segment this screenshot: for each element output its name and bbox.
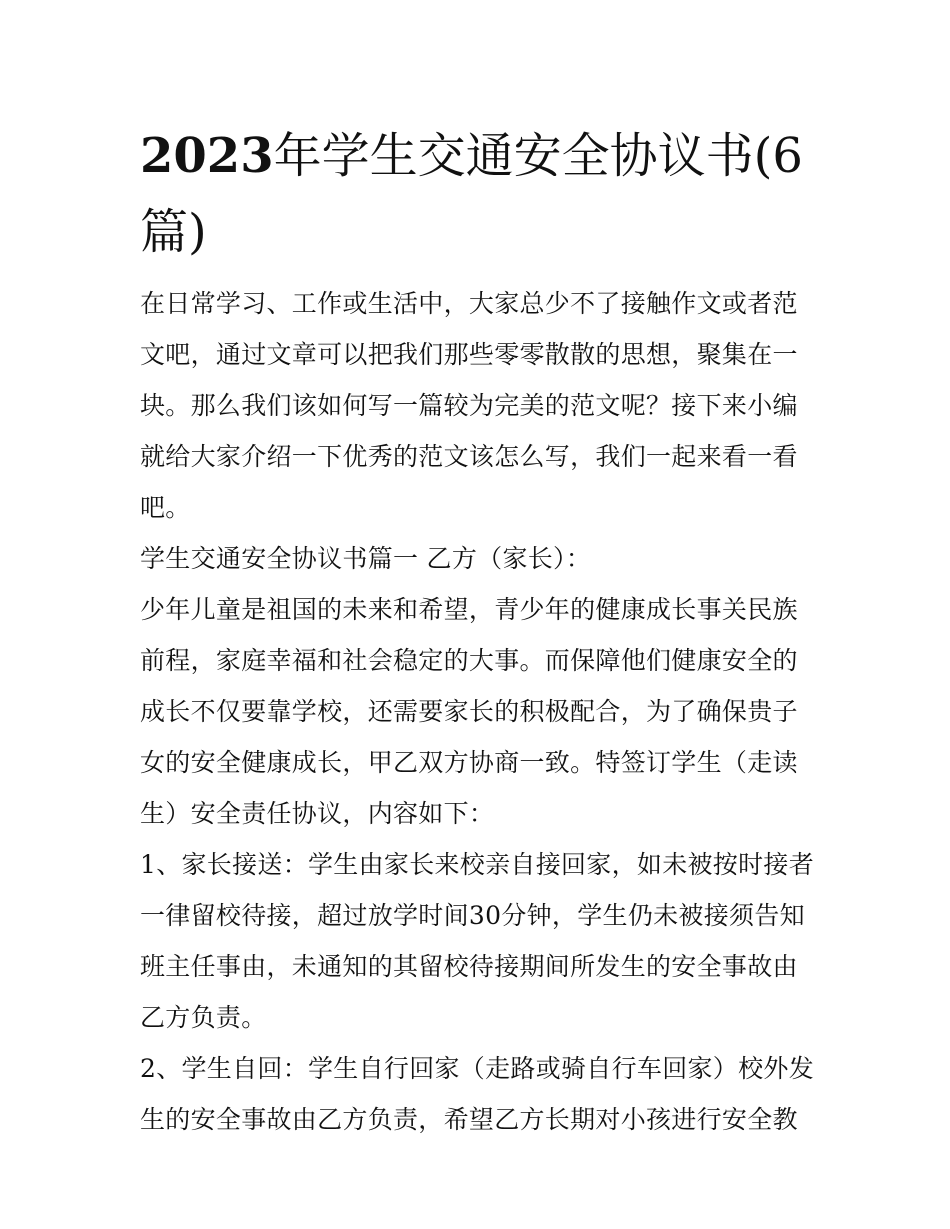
section-heading: 学生交通安全协议书篇一 乙方（家长）： bbox=[140, 544, 592, 573]
clause-2-paragraph: 2、学生自回：学生自行回家（走路或骑自行车回家）校外发生的安全事故由乙方负责，希望乙方长期对小孩进行安全教 bbox=[140, 1054, 815, 1134]
document-title bbox=[140, 118, 820, 270]
intro-paragraph: 在日常学习、工作或生活中，大家总少不了接触作文或者范文吧，通过文章可以把我们那些零零散散的思想，聚集在一块。那么我们该如何写一篇较为完美的范文呢？接下来小编就给大家介绍一下优秀的范文该怎么写，我们一起来看一看吧。 bbox=[140, 289, 798, 522]
clause-1-paragraph: 1、家长接送：学生由家长来校亲自接回家，如未被按时接者一律留校待接，超过放学时间30分钟，学生仍未被接须告知班主任事由，未通知的其留校待接期间所发生的安全事故由乙方负责。 bbox=[140, 850, 815, 1032]
document-body bbox=[140, 278, 820, 1145]
title-year: 2023 bbox=[140, 128, 274, 184]
agreement-paragraph: 少年儿童是祖国的未来和希望，青少年的健康成长事关民族前程，家庭幸福和社会稳定的大事。而保障他们健康安全的成长不仅要靠学校，还需要家长的积极配合，为了确保贵子女的安全健康成长，甲乙双方协商一致。特签订学生（走读生）安全责任协议，内容如下： bbox=[140, 595, 798, 828]
title-text: 年学生交通安全协议书(6篇) bbox=[140, 128, 803, 260]
